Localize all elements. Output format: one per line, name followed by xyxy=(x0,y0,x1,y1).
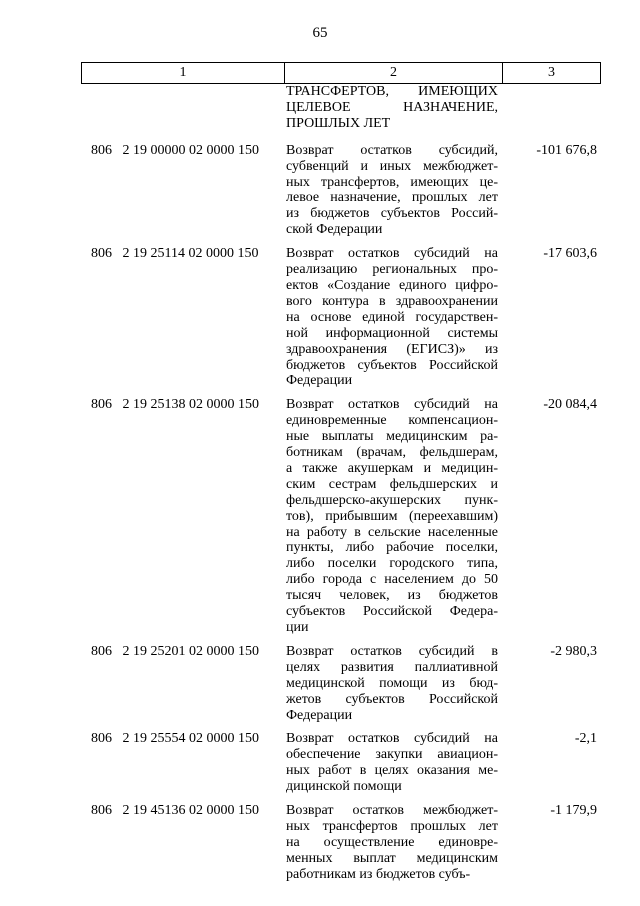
description-line: ные выплаты медицинским ра- xyxy=(286,429,498,445)
description-line: из бюджетов субъектов Россий- xyxy=(286,206,498,222)
description-line: Федерации xyxy=(286,373,353,389)
table-row xyxy=(81,246,601,389)
description-line: ским сестрам фельдшерских и xyxy=(286,476,498,492)
description-line: либо города с населением до 50 xyxy=(286,572,498,588)
row-amount: -2,1 xyxy=(574,731,597,747)
description-line: здравоохранения (ЕГИСЗ)» из xyxy=(286,341,498,357)
row-amount: -20 084,4 xyxy=(543,397,597,413)
header-col-3: 3 xyxy=(548,65,555,80)
description-line: пункты, либо рабочие поселки, xyxy=(286,540,498,556)
description-line: вого контура в здравоохранении xyxy=(286,293,498,309)
description-line: целях развития паллиативной xyxy=(286,659,498,675)
description-line: ботникам (врачам, фельдшерам, xyxy=(286,445,498,461)
description-line: Возврат остатков субсидий на xyxy=(286,397,498,413)
description-line: единовременные компенсацион- xyxy=(286,413,498,429)
description-line: на основе единой государствен- xyxy=(286,309,498,325)
description-line: обеспечение закупки авиацион- xyxy=(286,747,498,763)
row-description xyxy=(286,644,498,724)
row-amount: -1 179,9 xyxy=(550,803,597,819)
row-code: 806 2 19 00000 02 0000 150 xyxy=(91,142,259,158)
row-description xyxy=(286,246,498,389)
description-line: Возврат остатков субсидий в xyxy=(286,643,498,659)
row-description xyxy=(286,84,498,132)
description-line: менных выплат медицинским xyxy=(286,850,498,866)
table-row xyxy=(81,84,601,132)
description-line: ПРОШЛЫХ ЛЕТ xyxy=(286,115,391,131)
table-header xyxy=(81,62,601,84)
description-line: Возврат остатков межбюджет- xyxy=(286,803,498,819)
row-description xyxy=(286,803,498,883)
header-col-2: 2 xyxy=(285,63,503,83)
description-line: субъектов Российской Федера- xyxy=(286,604,498,620)
row-description xyxy=(286,731,498,795)
description-line: на осуществление единовре- xyxy=(286,834,498,850)
description-line: ных трансфертов, имеющих це- xyxy=(286,174,498,190)
description-line: на работу в сельские населенные xyxy=(286,524,498,540)
table-row xyxy=(81,803,601,883)
description-line: ектов «Создание единого цифро- xyxy=(286,277,498,293)
description-line: Возврат остатков субсидий на xyxy=(286,246,498,262)
description-line: либо поселки городского типа, xyxy=(286,556,498,572)
row-description xyxy=(286,143,498,238)
description-line: ЦЕЛЕВОЕ НАЗНАЧЕНИЕ, xyxy=(286,99,498,115)
description-line: бюджетов субъектов Российской xyxy=(286,357,498,373)
description-line: субвенций и иных межбюджет- xyxy=(286,158,498,174)
table-row xyxy=(81,397,601,636)
description-line: ных трансфертов прошлых лет xyxy=(286,818,498,834)
description-line: ной информационной системы xyxy=(286,325,498,341)
description-line: ных работ в целях оказания ме- xyxy=(286,763,498,779)
description-line: тов), прибывшим (переехавшим) xyxy=(286,508,498,524)
description-line: фельдшерско-акушерских пунк- xyxy=(286,492,498,508)
table-row xyxy=(81,644,601,724)
description-line: Возврат остатков субсидий, xyxy=(286,142,498,158)
row-code: 806 2 19 25554 02 0000 150 xyxy=(91,731,259,747)
row-code: 806 2 19 25201 02 0000 150 xyxy=(91,643,259,659)
description-line: медицинской помощи из бюд- xyxy=(286,675,498,691)
description-line: левое назначение, прошлых лет xyxy=(286,190,498,206)
row-amount: -101 676,8 xyxy=(536,142,597,158)
row-amount: -17 603,6 xyxy=(543,246,597,262)
description-line: работникам из бюджетов субъ- xyxy=(286,866,471,882)
description-line: дицинской помощи xyxy=(286,779,402,795)
description-line: ской Федерации xyxy=(286,222,383,238)
description-line: ТРАНСФЕРТОВ, ИМЕЮЩИХ xyxy=(286,84,498,99)
header-col-1: 1 xyxy=(82,63,285,83)
table-body xyxy=(81,84,601,883)
description-line: Федерации xyxy=(286,707,353,723)
row-code: 806 2 19 45136 02 0000 150 xyxy=(91,803,259,819)
table-row xyxy=(81,143,601,238)
description-line: жетов субъектов Российской xyxy=(286,691,498,707)
row-code: 806 2 19 25114 02 0000 150 xyxy=(91,246,259,262)
description-line: ции xyxy=(286,620,309,635)
description-line: а также акушеркам и медицин- xyxy=(286,460,498,476)
row-description xyxy=(286,397,498,636)
description-line: Возврат остатков субсидий на xyxy=(286,731,498,747)
page-number: 65 xyxy=(312,25,328,41)
description-line: реализацию региональных про- xyxy=(286,262,498,278)
table-row xyxy=(81,731,601,795)
row-code: 806 2 19 25138 02 0000 150 xyxy=(91,397,259,413)
row-amount: -2 980,3 xyxy=(550,643,597,659)
description-line: тысяч человек, из бюджетов xyxy=(286,588,498,604)
